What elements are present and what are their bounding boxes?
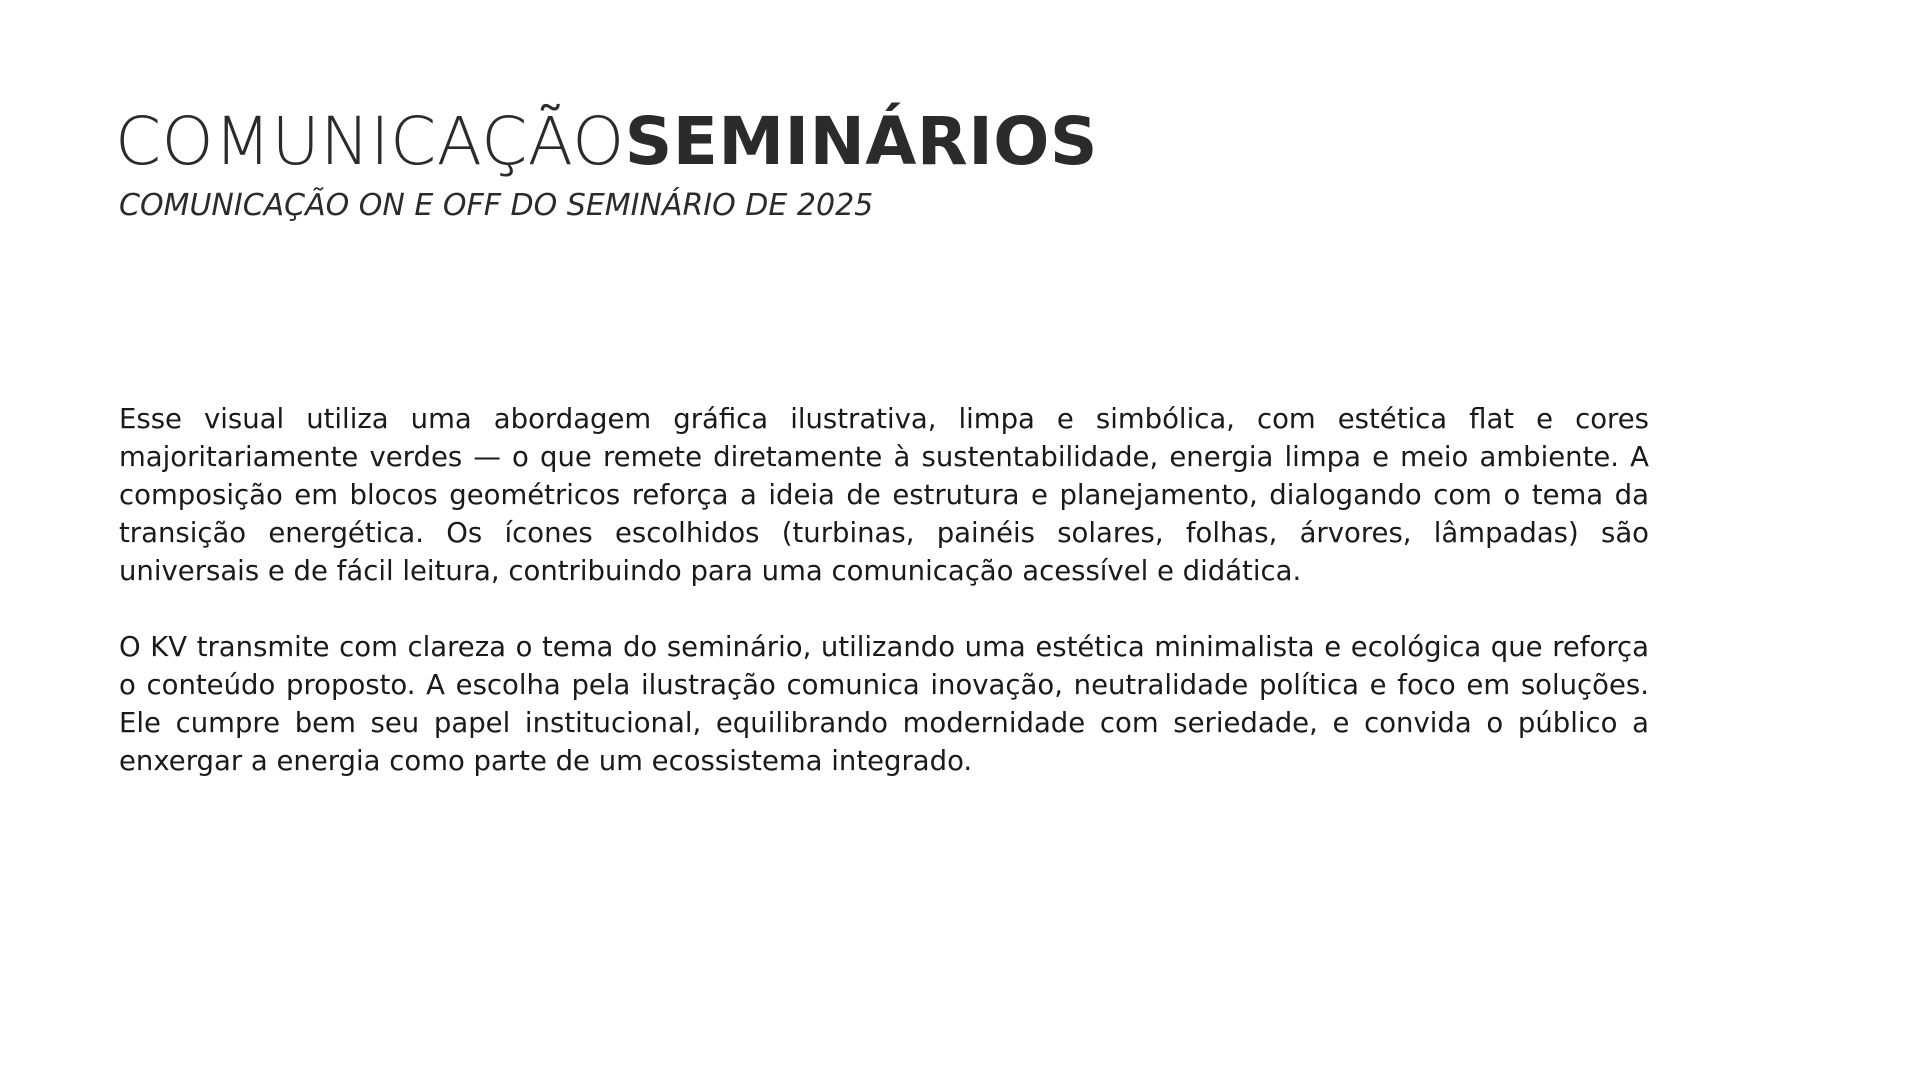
paragraph-kv-analysis: O KV transmite com clareza o tema do seminário, utilizando uma estética minimalista e ecológica que reforça o conteúdo proposto. A escolha pela ilustração comunica inovação, neutralidade política e foco em soluções. Ele cumpre bem seu papel institucional, equilibrando modernidade com seriedade, e convida o público a enxergar a energia como parte de um ecossistema integrado. [119, 631, 1649, 777]
page-subtitle: COMUNICAÇÃO ON E OFF DO SEMINÁRIO DE 2025 [119, 188, 874, 223]
title-bold-part: SEMINÁRIOS [624, 103, 1098, 180]
page-title [115, 102, 1098, 182]
slide-header [115, 102, 1098, 226]
title-light-part: COMUNICAÇÃO [115, 103, 625, 180]
body-text [119, 400, 1649, 818]
paragraph-visual-analysis: Esse visual utiliza uma abordagem gráfica ilustrativa, limpa e simbólica, com estética flat e cores majoritariamente verdes — o que remete diretamente à sustentabilidade, energia limpa e meio ambiente. A composição em blocos geométricos reforça a ideia de estrutura e planejamento, dialogando com o tema da transição energética. Os ícones escolhidos (turbinas, painéis solares, folhas, árvores, lâmpadas) são universais e de fácil leitura, contribuindo para uma comunicação acessível e didática. [119, 403, 1649, 587]
